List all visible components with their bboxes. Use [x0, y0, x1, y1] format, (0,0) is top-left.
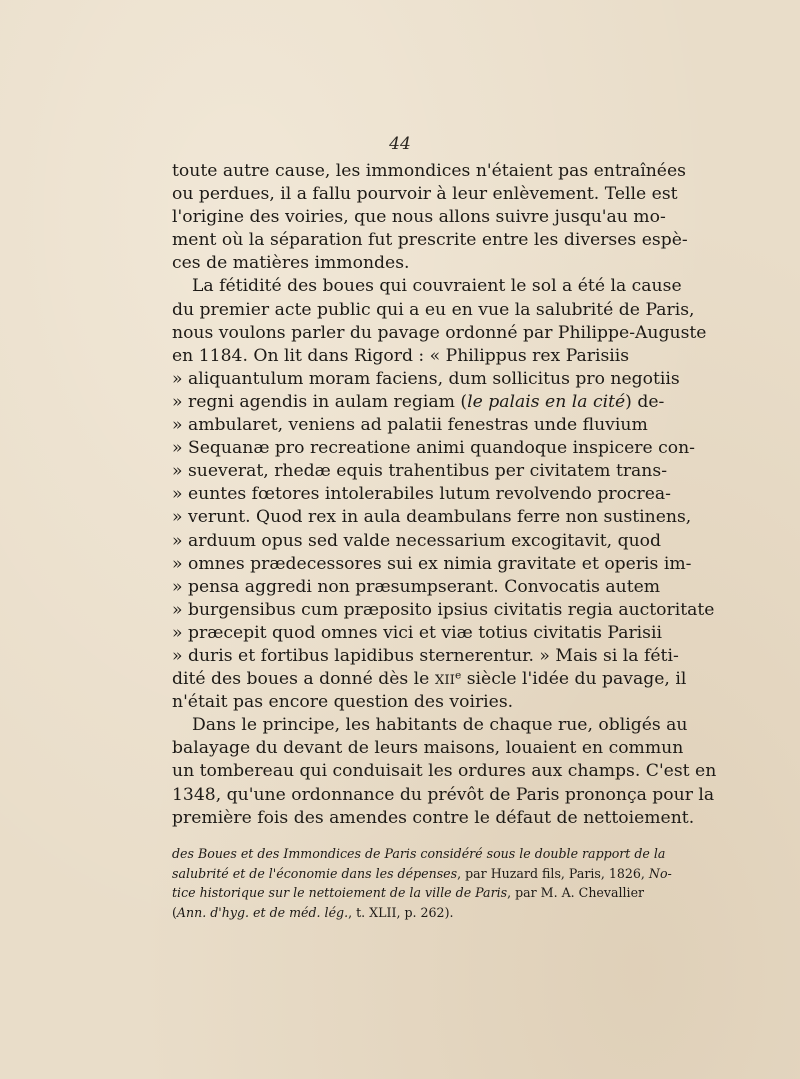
quote-line — [172, 391, 665, 414]
quote-line: » verunt. Quod rex in aula deambulans ferre non sustinens, — [172, 507, 692, 528]
text-line — [172, 668, 687, 691]
quote-gloss: le palais en la cité — [467, 391, 626, 412]
quote-line: » burgensibus cum præposito ipsius civitatis regia auctoritate — [172, 599, 715, 620]
footnote-text: , par M. A. Chevallier — [507, 885, 645, 901]
quote-line: » euntes fœtores intolerabiles lutum revolvendo procrea- — [172, 484, 671, 505]
text-line: toute autre cause, les immondices n'étaient pas entraînées — [172, 161, 686, 181]
text-line: l'origine des voiries, que nous allons suivre jusqu'au mo- — [172, 207, 666, 228]
footnote-title: tice historique sur le nettoiement de la ville de Paris — [172, 885, 508, 901]
footnote-line — [172, 903, 624, 923]
text-line: nous voulons parler du pavage ordonné par Philippe-Auguste — [172, 322, 707, 343]
footnote-text: ( — [172, 904, 177, 920]
footnote-journal: Ann. d'hyg. et de méd. lég. — [176, 904, 349, 920]
text-line: première fois des amendes contre le défaut de nettoiement. — [172, 807, 695, 828]
footnote-title: salubrité et de l'économie dans les dépenses — [172, 865, 458, 881]
paragraph-start-line: La fétidité des boues qui couvraient le sol a été la cause — [192, 276, 682, 297]
footnote-title: No- — [648, 865, 672, 881]
footnote-line — [172, 883, 645, 903]
century-numeral: XII — [434, 673, 455, 689]
text-line: n'était pas encore question des voiries. — [172, 692, 514, 713]
text-line: ment où la séparation fut prescrite entre les diverses espè- — [172, 230, 688, 251]
quote-line: » aliquantulum moram faciens, dum sollicitus pro negotiis — [172, 368, 680, 389]
century-superscript: e — [454, 668, 462, 682]
text-line: un tombereau qui conduisait les ordures aux champs. C'est en — [172, 761, 717, 782]
page-number: 44 — [389, 134, 411, 154]
century-text: siècle l'idée du pavage, il — [461, 669, 687, 690]
body-text — [172, 160, 717, 830]
text-line: ou perdues, il a fallu pourvoir à leur enlèvement. Telle est — [172, 184, 678, 205]
paragraph-start-line: Dans le principe, les habitants de chaque rue, obligés au — [192, 715, 688, 736]
quote-line: » omnes prædecessores sui ex nimia gravitate et operis im- — [172, 553, 692, 574]
quote-text: » regni agendis in aulam regiam ( — [172, 391, 468, 412]
text-line: en 1184. On lit dans Rigord : « Philippus rex Parisiis — [172, 345, 630, 366]
quote-line: » ambularet, veniens ad palatii fenestras unde fluvium — [172, 415, 648, 436]
century-text: dité des boues a donné dès le — [172, 669, 435, 690]
quote-line: » præcepit quod omnes vici et viæ totius civitatis Parisii — [172, 622, 662, 643]
quote-text: ) de- — [625, 391, 665, 412]
text-line: 1348, qu'une ordonnance du prévôt de Paris prononça pour la — [172, 784, 715, 805]
footnote-text: , par Huzard fils, Paris, 1826, — [457, 865, 645, 881]
footnote-line: des Boues et des Immondices de Paris considéré sous le double rapport de la — [172, 846, 666, 861]
quote-line: » arduum opus sed valde necessarium excogitavit, quod — [172, 530, 662, 551]
quote-line: » duris et fortibus lapidibus sternerentur. » Mais si la féti- — [172, 645, 679, 666]
text-line: balayage du devant de leurs maisons, louaient en commun — [172, 738, 684, 759]
text-line: du premier acte public qui a eu en vue la salubrité de Paris, — [172, 299, 695, 320]
footnote — [172, 844, 672, 922]
quote-line: » pensa aggredi non præsumpserant. Convocatis autem — [172, 576, 661, 597]
text-line: ces de matières immondes. — [172, 253, 410, 274]
quote-line: » Sequanæ pro recreatione animi quandoque inspicere con- — [172, 438, 695, 459]
quote-line: » sueverat, rhedæ equis trahentibus per civitatem trans- — [172, 461, 668, 482]
footnote-text: , t. XLII, p. 262). — [348, 904, 454, 920]
footnote-line — [172, 864, 672, 884]
